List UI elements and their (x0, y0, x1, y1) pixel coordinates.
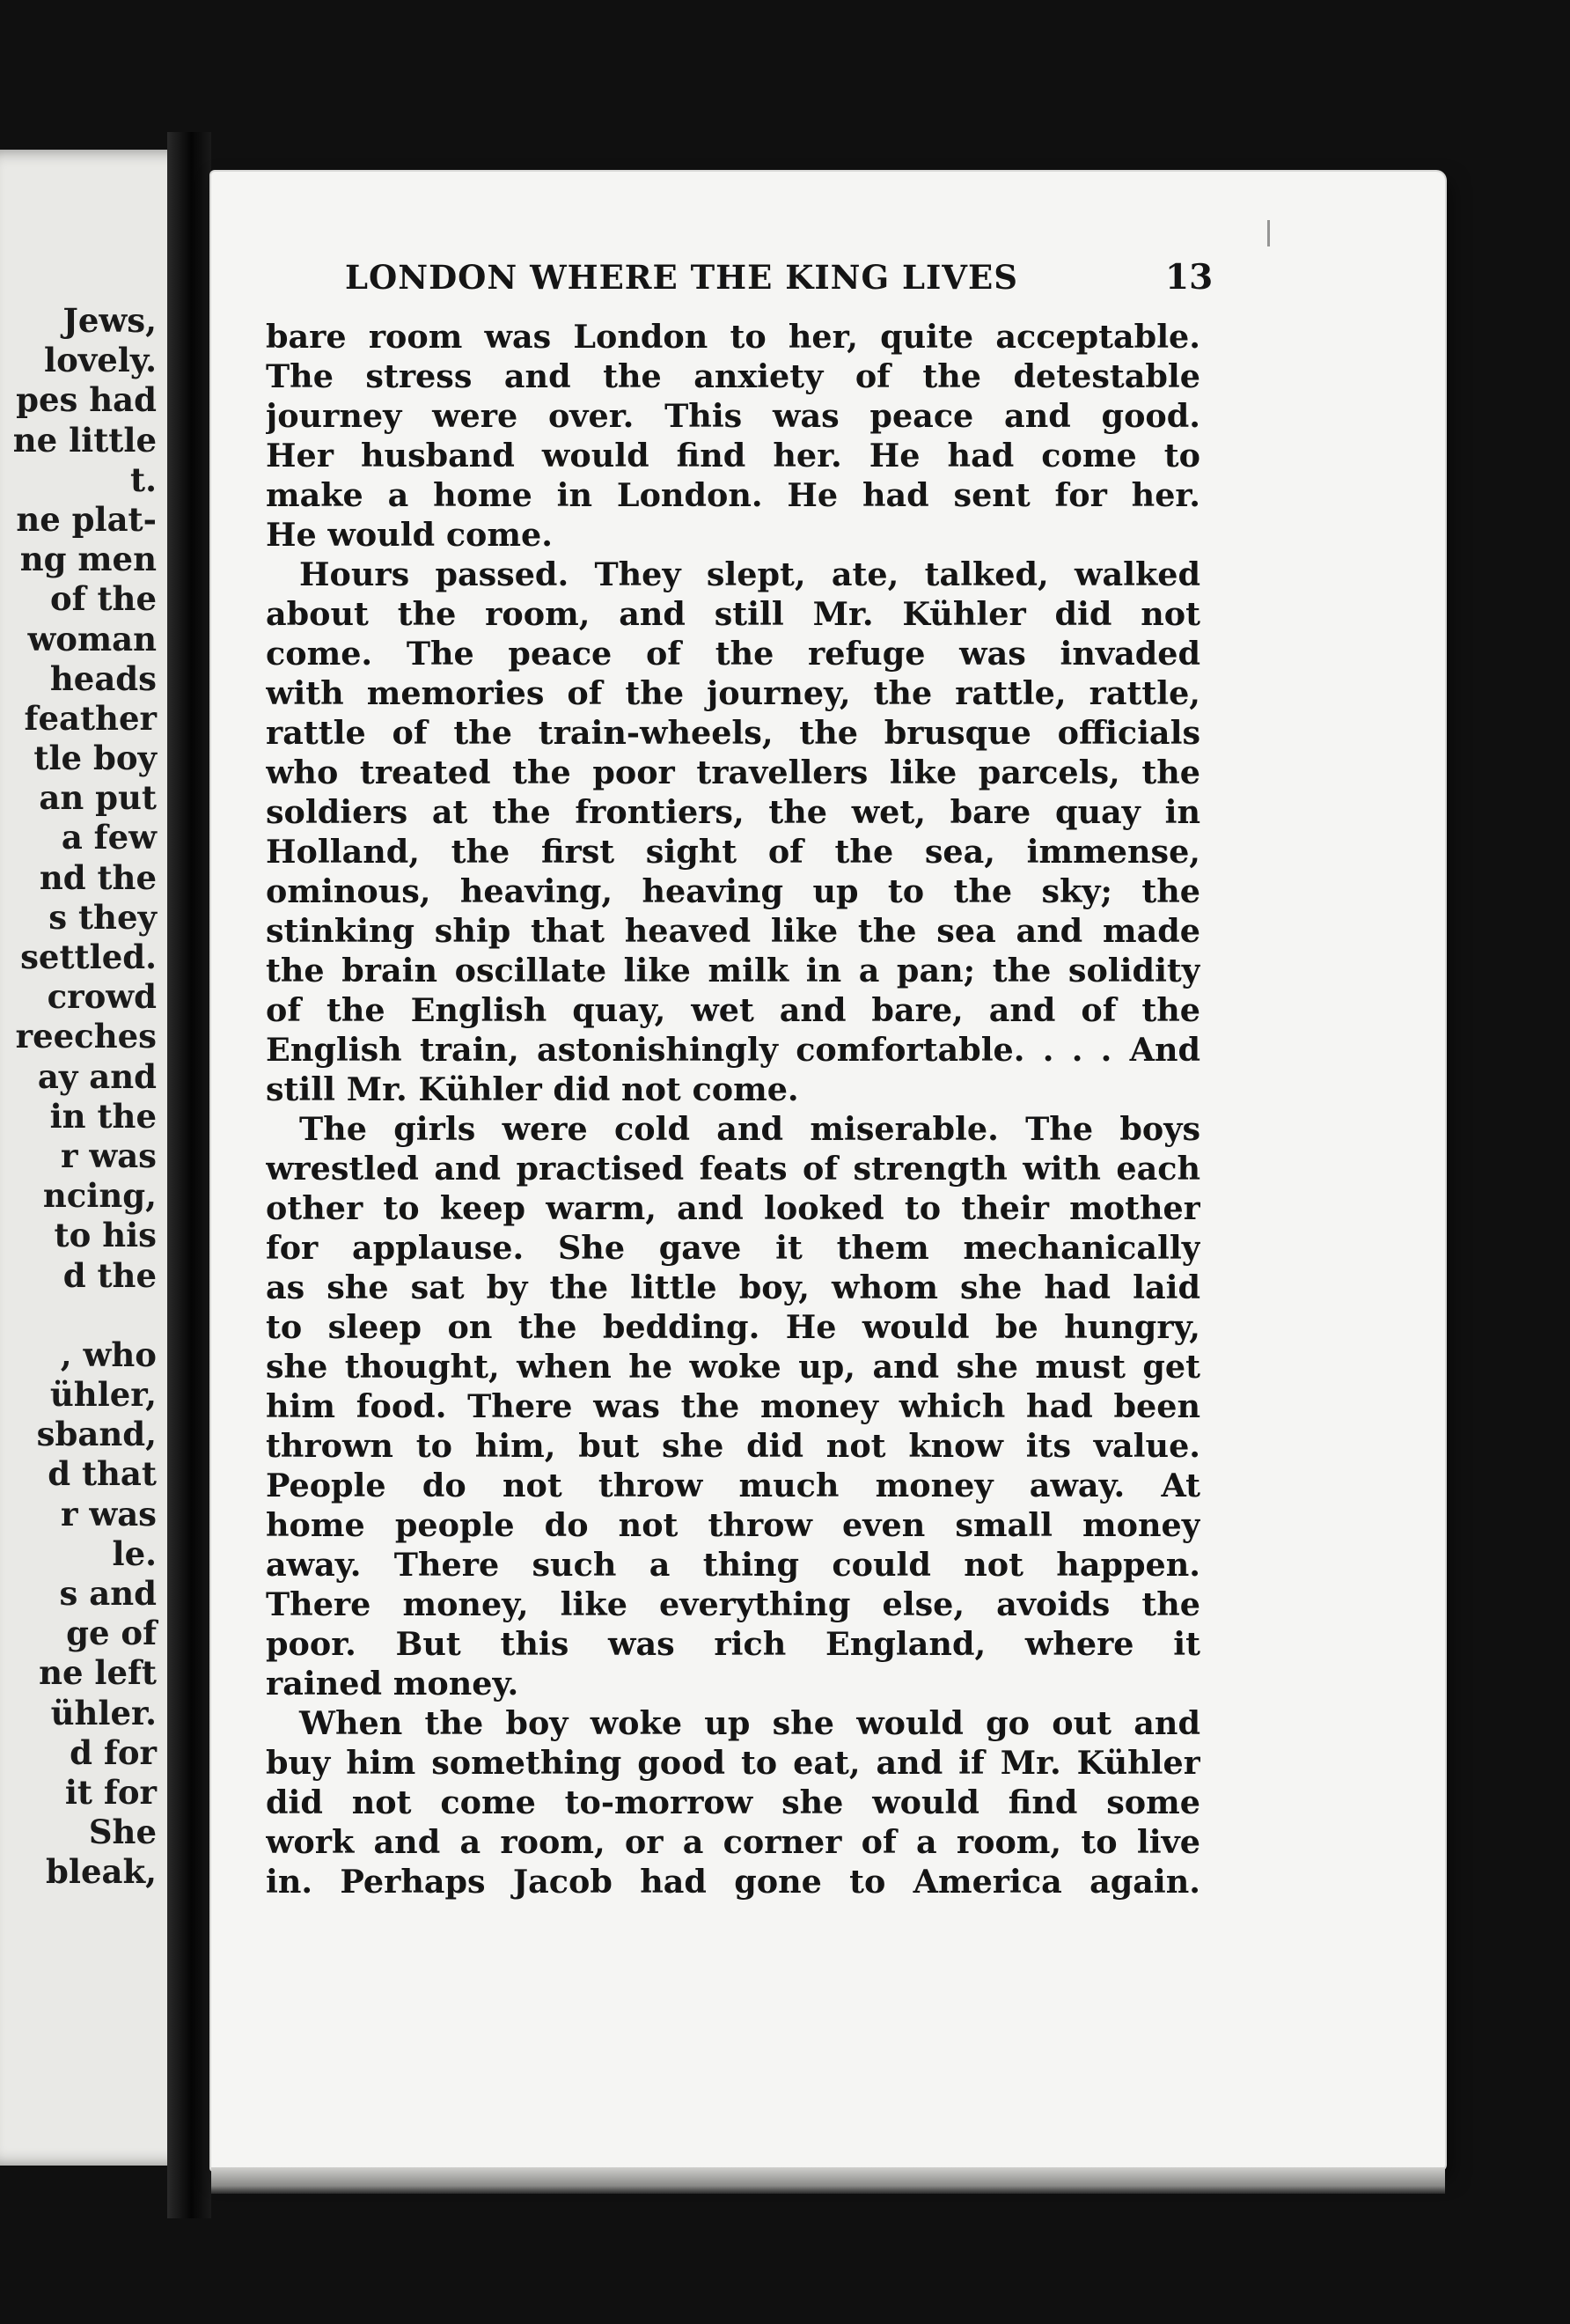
text-line: People do not throw much money away. At (266, 1467, 1200, 1504)
left-page-line: sband, (36, 1415, 157, 1454)
left-page-line: woman (27, 619, 157, 658)
left-page-line: of the (49, 579, 157, 619)
left-page-line: r was (60, 1494, 157, 1533)
text-line: When the boy woke up she would go out and (299, 1704, 1200, 1742)
left-page-line: ühler, (49, 1375, 157, 1415)
text-line: she thought, when he woke up, and she must get (266, 1348, 1200, 1386)
left-page-line: an put (39, 778, 157, 818)
left-page-line: d that (48, 1454, 157, 1494)
left-page-line: ühler. (50, 1693, 157, 1732)
text-line: English train, astonishingly comfortable. . . . And (266, 1031, 1200, 1069)
text-line: about the room, and still Mr. Kühler did not (266, 595, 1200, 633)
text-line: wrestled and practised feats of strength with each (266, 1150, 1200, 1188)
text-line: bare room was London to her, quite acceptable. (266, 318, 1200, 356)
left-page-line (0, 1296, 157, 1335)
left-page-line: in the (49, 1096, 157, 1136)
text-line: other to keep warm, and looked to their mother (266, 1189, 1200, 1227)
text-line: stinking ship that heaved like the sea and made (266, 912, 1200, 950)
left-page-line: s they (48, 897, 157, 937)
left-page-line: s and (59, 1574, 157, 1613)
left-page-line: heads (49, 658, 157, 698)
text-line: make a home in London. He had sent for her. (266, 476, 1200, 514)
text-line: who treated the poor travellers like parcels, the (266, 754, 1200, 791)
book-gutter (167, 132, 211, 2218)
text-line: He would come. (266, 516, 553, 554)
left-page-line: She (88, 1813, 157, 1852)
left-page-line: ne left (39, 1653, 157, 1693)
left-page-line: d the (62, 1255, 157, 1295)
paragraph (266, 1703, 1200, 1901)
text-line: in. Perhaps Jacob had gone to America again. (266, 1863, 1200, 1901)
left-page-line: t. (130, 460, 157, 499)
left-page-line: feather (24, 698, 157, 738)
text-line: for applause. She gave it them mechanically (266, 1229, 1200, 1267)
text-line: There money, like everything else, avoids the (266, 1585, 1200, 1623)
left-page-line: d for (70, 1732, 157, 1772)
text-line: to sleep on the bedding. He would be hungry, (266, 1308, 1200, 1346)
left-page-line: pes had (16, 380, 157, 420)
left-page-line: r was (60, 1136, 157, 1175)
text-line: buy him something good to eat, and if Mr. Kühler (266, 1744, 1200, 1782)
text-line: Holland, the first sight of the sea, immense, (266, 833, 1200, 871)
left-page-line: lovely. (44, 341, 157, 380)
text-line: away. There such a thing could not happen. (266, 1546, 1200, 1584)
text-line: journey were over. This was peace and good. (266, 397, 1200, 435)
text-line: home people do not throw even small money (266, 1506, 1200, 1544)
text-line: work and a room, or a corner of a room, to live (266, 1823, 1200, 1861)
text-line: thrown to him, but she did not know its value. (266, 1427, 1200, 1465)
left-page-line: nd the (39, 857, 157, 897)
text-line: did not come to-morrow she would find some (266, 1783, 1200, 1821)
page-bottom-edge (211, 2167, 1445, 2194)
left-page-text (0, 301, 157, 1893)
left-page-line: reeches (15, 1017, 157, 1056)
left-page-line: it for (64, 1772, 157, 1812)
text-line: Her husband would find her. He had come to (266, 437, 1200, 474)
text-line: come. The peace of the refuge was invaded (266, 635, 1200, 673)
left-page-line: a few (61, 818, 157, 857)
left-page-line: ne little (12, 420, 157, 460)
text-line: The girls were cold and miserable. The boys (299, 1110, 1200, 1148)
left-page-line: ge of (66, 1614, 157, 1653)
left-page-line: tle boy (33, 739, 157, 778)
left-page-line: to his (54, 1216, 157, 1255)
left-page-line: crowd (47, 977, 157, 1017)
text-line: as she sat by the little boy, whom she had laid (266, 1269, 1200, 1306)
page-number: 13 (1165, 257, 1214, 298)
left-page-line: ne plat- (16, 499, 157, 539)
text-line: The stress and the anxiety of the detestable (266, 357, 1200, 395)
body-text (266, 317, 1200, 1901)
left-page-line: , who (60, 1335, 157, 1374)
text-line: him food. There was the money which had been (266, 1387, 1200, 1425)
paragraph (266, 1109, 1200, 1703)
paragraph (266, 317, 1200, 555)
left-page-line: le. (112, 1533, 157, 1573)
text-line: with memories of the journey, the rattle, rattle, (266, 674, 1200, 712)
left-page-line: bleak, (46, 1852, 157, 1892)
text-line: poor. But this was rich England, where it (266, 1625, 1200, 1663)
text-line: soldiers at the frontiers, the wet, bare quay in (266, 793, 1200, 831)
left-page-line: ay and (37, 1056, 157, 1096)
left-page-line: ncing, (42, 1176, 157, 1216)
text-line: rained money. (266, 1665, 519, 1703)
text-line: rattle of the train-wheels, the brusque officials (266, 714, 1200, 752)
page-mark (1267, 220, 1270, 246)
left-page-line: ng men (19, 540, 157, 579)
left-page-line: settled. (20, 938, 157, 976)
paragraph (266, 555, 1200, 1109)
left-page-line: Jews, (62, 301, 157, 340)
text-line: the brain oscillate like milk in a pan; the solidity (266, 952, 1200, 989)
text-line: still Mr. Kühler did not come. (266, 1070, 799, 1108)
text-line: of the English quay, wet and bare, and of the (266, 991, 1200, 1029)
text-line: ominous, heaving, heaving up to the sky; the (266, 872, 1200, 910)
running-head: LONDON WHERE THE KING LIVES (345, 258, 1018, 297)
text-line: Hours passed. They slept, ate, talked, walked (299, 555, 1200, 593)
